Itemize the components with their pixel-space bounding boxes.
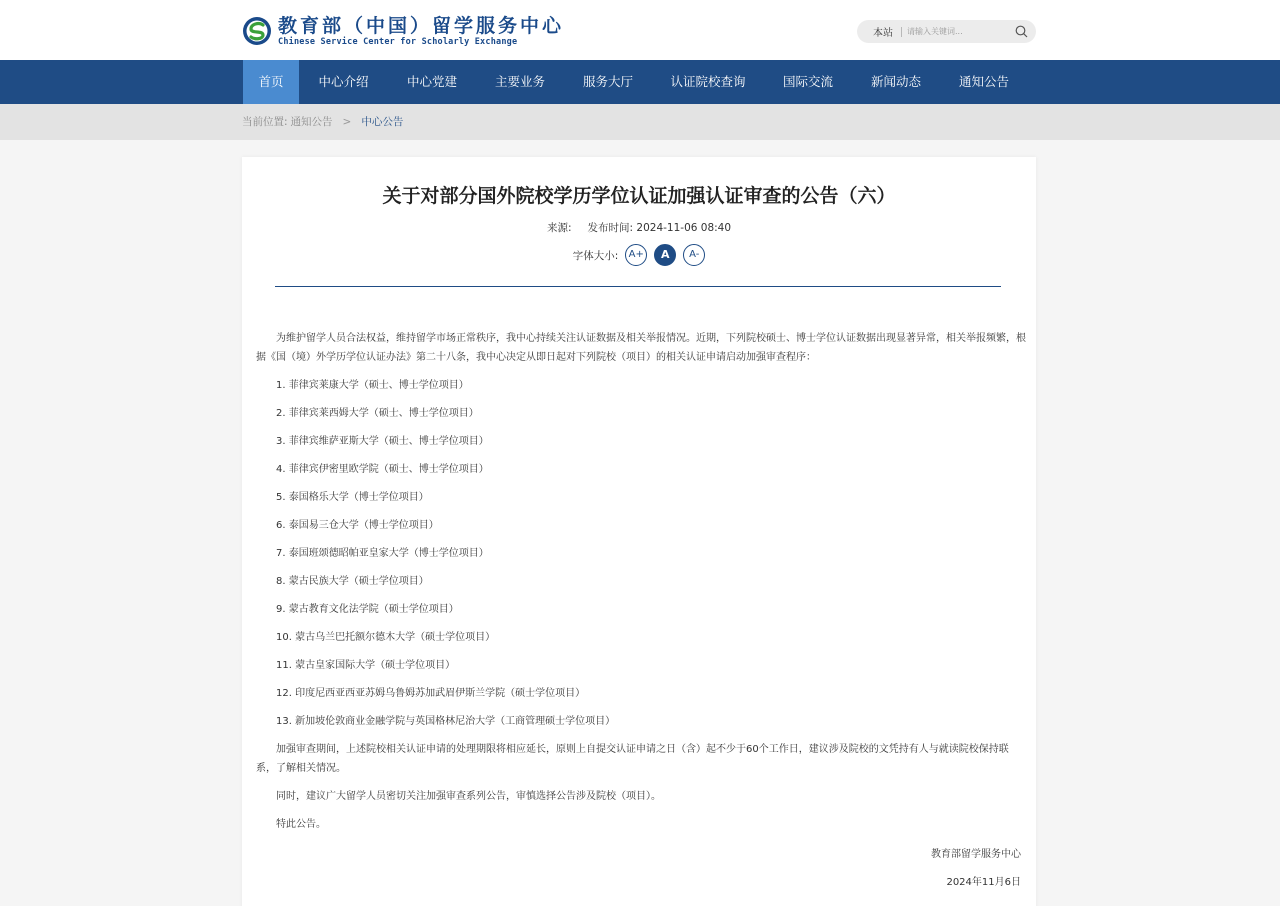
search-divider (901, 27, 902, 37)
list-item: 5. 泰国格乐大学（博士学位项目） (276, 492, 429, 503)
main-nav (0, 60, 1280, 104)
nav-item-notices[interactable]: 通知公告 (958, 74, 1009, 89)
nav-item-about[interactable]: 中心介绍 (318, 74, 369, 89)
list-item: 11. 蒙古皇家国际大学（硕士学位项目） (276, 660, 456, 671)
nav-item-international[interactable]: 国际交流 (782, 74, 833, 89)
published-time: 2024-11-06 08:40 (636, 222, 732, 234)
search-scope[interactable]: 本站 (873, 28, 893, 39)
font-size-control (242, 244, 1036, 266)
site-header (0, 0, 1280, 60)
signature: 教育部留学服务中心 (931, 849, 1021, 860)
breadcrumb-link-notices[interactable]: 通知公告 (290, 116, 333, 128)
list-item: 10. 蒙古乌兰巴托额尔德木大学（硕士学位项目） (276, 632, 496, 643)
published-label: 发布时间: (587, 222, 634, 234)
nav-item-news[interactable]: 新闻动态 (870, 74, 921, 89)
article-intro: 为维护留学人员合法权益，维持留学市场正常秩序，我中心持续关注认证数据及相关举报情况。近期，下列院校硕士、博士学位认证数据出现显著异常，相关举报频繁，根据《国（境）外学历学位认证办法》第二十八条，我中心决定从即日起对下列院校（项目）的相关认证申请启动加强审查程序： (256, 333, 1026, 363)
signature-date: 2024年11月6日 (946, 877, 1021, 888)
list-item: 3. 菲律宾维萨亚斯大学（硕士、博士学位项目） (276, 436, 489, 447)
article-paragraph-advice: 同时，建议广大留学人员密切关注加强审查系列公告，审慎选择公告涉及院校（项目）。 (276, 791, 661, 802)
search-box (857, 20, 1036, 43)
article-card (242, 157, 1036, 906)
list-item: 1. 菲律宾莱康大学（硕士、博士学位项目） (276, 380, 469, 391)
logo-english-name: Chinese Service Center for Scholarly Exchange (278, 36, 518, 47)
font-size-label: 字体大小: (572, 249, 619, 262)
nav-item-party[interactable]: 中心党建 (406, 74, 457, 89)
nav-item-service-hall[interactable]: 服务大厅 (582, 74, 633, 89)
nav-item-business[interactable]: 主要业务 (494, 74, 545, 89)
list-item: 8. 蒙古民族大学（硕士学位项目） (276, 576, 429, 587)
nav-item-school-query[interactable]: 认证院校查询 (670, 74, 746, 89)
article-paragraph-extension: 加强审查期间，上述院校相关认证申请的处理期限将相应延长，原则上自提交认证申请之日（含）起不少于60个工作日，建议涉及院校的文凭持有人与就读院校保持联系，了解相关情况。 (256, 744, 1009, 774)
list-item: 6. 泰国易三仓大学（博士学位项目） (276, 520, 439, 531)
site-logo[interactable] (242, 14, 564, 48)
breadcrumb-bar (0, 104, 1280, 140)
list-item: 12. 印度尼西亚西亚苏姆乌鲁姆苏加武眉伊斯兰学院（硕士学位项目） (276, 688, 586, 699)
font-default-button[interactable]: A (654, 244, 676, 266)
list-item: 2. 菲律宾莱西姆大学（硕士、博士学位项目） (276, 408, 479, 419)
breadcrumb-separator: > (342, 116, 352, 128)
source-label: 来源: (546, 222, 572, 234)
breadcrumb-prefix: 当前位置: (242, 116, 288, 128)
nav-item-home[interactable]: 首页 (243, 60, 299, 104)
logo-emblem-icon (242, 16, 272, 46)
list-item: 7. 泰国班颂德昭帕亚皇家大学（博士学位项目） (276, 548, 489, 559)
breadcrumb (242, 104, 403, 140)
font-increase-button[interactable]: A+ (625, 244, 647, 266)
list-item: 9. 蒙古教育文化法学院（硕士学位项目） (276, 604, 459, 615)
font-decrease-button[interactable]: A- (683, 244, 705, 266)
search-icon[interactable] (1015, 25, 1028, 38)
article-meta (242, 220, 1036, 235)
list-item: 4. 菲律宾伊密里欧学院（硕士、博士学位项目） (276, 464, 489, 475)
logo-chinese-name: 教育部（中国）留学服务中心 (278, 14, 565, 37)
title-divider (275, 286, 1001, 287)
list-item: 13. 新加坡伦敦商业金融学院与英国格林尼治大学（工商管理硕士学位项目） (276, 716, 616, 727)
article-title: 关于对部分国外院校学历学位认证加强认证审查的公告（六） (382, 185, 896, 207)
article-body (256, 329, 1026, 843)
search-input[interactable] (907, 27, 1015, 36)
article-paragraph-closing: 特此公告。 (276, 819, 326, 830)
breadcrumb-current[interactable]: 中心公告 (361, 116, 404, 128)
